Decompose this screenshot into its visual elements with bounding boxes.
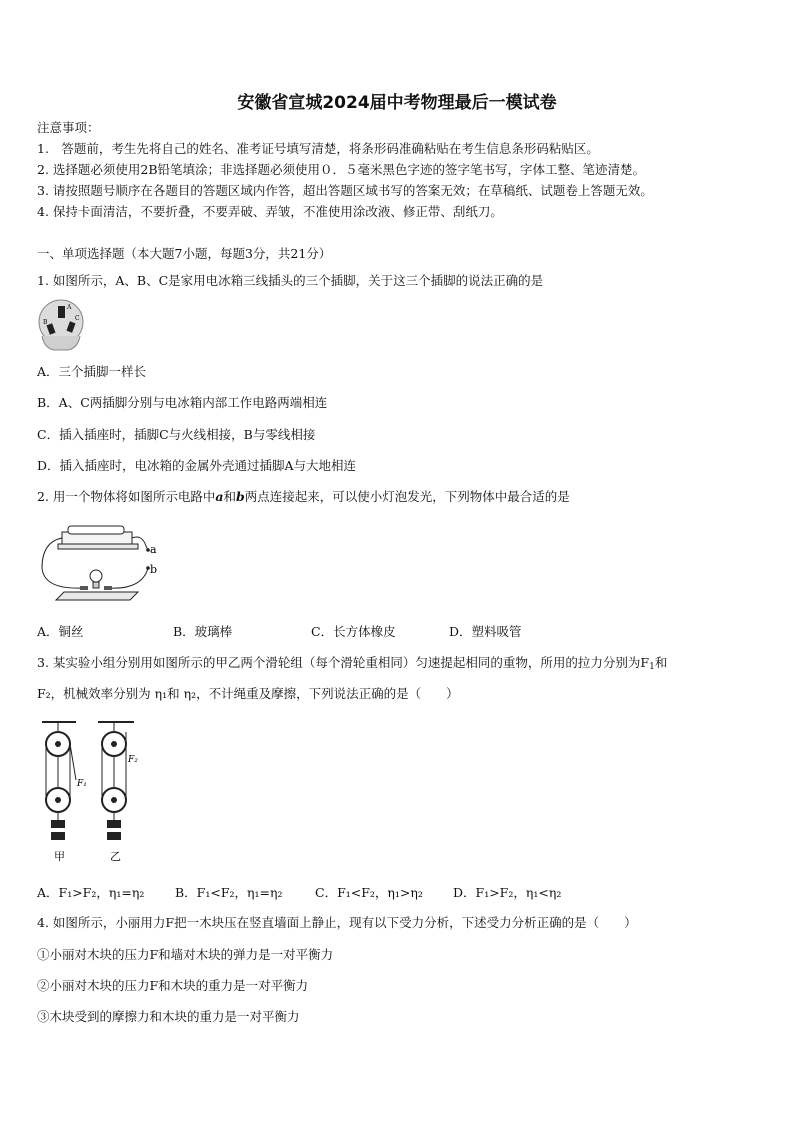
page-title: 安徽省宣城2024届中考物理最后一模试卷 [237, 93, 557, 113]
question-3-stem-line1 [37, 655, 667, 675]
label-jia: 甲 [54, 850, 65, 863]
question-4-item: ③木块受到的摩擦力和木块的重力是一对平衡力 [37, 1009, 300, 1024]
question-2-option: C．长方体橡皮 [311, 624, 396, 639]
terminal-b-label: b [150, 563, 158, 576]
question-1-option: A．三个插脚一样长 [37, 364, 147, 379]
question-3-stem-pre: 3. 某实验小组分别用如图所示的甲乙两个滑轮组（每个滑轮重相同）匀速提起相同的重物，所用的拉力分别为F [37, 655, 650, 670]
question-2-stem-mid: 和 [223, 489, 237, 504]
terminal-a-label: a [150, 543, 157, 556]
question-3-option: D．F₁>F₂，η₁<η₂ [453, 885, 562, 900]
plug-figure [36, 296, 86, 354]
question-2-option: A．铜丝 [37, 624, 84, 639]
question-3-stem-line2: F₂，机械效率分别为 η₁和 η₂，不计绳重及摩擦，下列说法正确的是（ ） [37, 686, 459, 701]
question-1-option: D．插入插座时，电冰箱的金属外壳通过插脚A与大地相连 [37, 458, 357, 473]
force-f1-label: F₁ [77, 779, 87, 789]
note-item: 2. 选择题必须使用2B铅笔填涂；非选择题必须使用０．５毫米黑色字迹的签字笔书写，字体工整、笔迹清楚。 [37, 162, 646, 177]
question-3-option: C．F₁<F₂，η₁>η₂ [315, 885, 423, 900]
point-a: a [215, 489, 224, 504]
question-1-stem: 1. 如图所示，A、B、C是家用电冰箱三线插头的三个插脚，关于这三个插脚的说法正确的是 [37, 273, 544, 288]
question-2-stem [37, 489, 570, 505]
question-3-option: B．F₁<F₂，η₁=η₂ [175, 885, 283, 900]
question-4-item: ①小丽对木块的压力F和墙对木块的弹力是一对平衡力 [37, 947, 334, 962]
circuit-figure [38, 520, 164, 606]
question-2-stem-pre: 2. 用一个物体将如图所示电路中 [37, 489, 216, 504]
question-3-stem-sub: 1 [649, 662, 655, 672]
question-2-option: D．塑料吸管 [449, 624, 522, 639]
label-yi: 乙 [110, 850, 121, 863]
notes-heading: 注意事项： [37, 120, 100, 135]
note-item: 4. 保持卡面清洁，不要折叠，不要弄破、弄皱，不准使用涂改液、修正带、刮纸刀。 [37, 204, 503, 219]
question-3-options [37, 885, 561, 901]
question-1-option: B．A、C两插脚分别与电冰箱内部工作电路两端相连 [37, 395, 328, 410]
question-1-option: C．插入插座时，插脚C与火线相接，B与零线相接 [37, 427, 316, 442]
plug-label-c: C [75, 315, 80, 322]
question-3-option: A．F₁>F₂，η₁=η₂ [37, 885, 145, 900]
question-2-option: B．玻璃棒 [173, 624, 233, 639]
note-item: 1. 答题前，考生先将自己的姓名、准考证号填写清楚，将条形码准确粘贴在考生信息条形码粘贴区。 [37, 141, 599, 156]
question-4-stem: 4. 如图所示，小丽用力F把一木块压在竖直墙面上静止，现有以下受力分析，下述受力分析正确的是（ ） [37, 915, 637, 930]
note-item: 3. 请按照题号顺序在各题目的答题区域内作答，超出答题区域书写的答案无效；在草稿纸、试题卷上答题无效。 [37, 183, 653, 198]
force-f2-label: F₂ [128, 755, 138, 765]
question-3-stem-post: 和 [654, 655, 668, 670]
pulley-figure [36, 718, 144, 864]
plug-label-a: A [67, 304, 72, 311]
question-2-stem-post: 两点连接起来，可以使小灯泡发光，下列物体中最合适的是 [244, 489, 570, 504]
point-b: b [236, 489, 245, 504]
section-heading: 一、单项选择题（本大题7小题，每题3分，共21分） [37, 246, 332, 261]
question-4-item: ②小丽对木块的压力F和木块的重力是一对平衡力 [37, 978, 309, 993]
question-2-options [37, 624, 522, 640]
plug-label-b: B [43, 319, 48, 326]
